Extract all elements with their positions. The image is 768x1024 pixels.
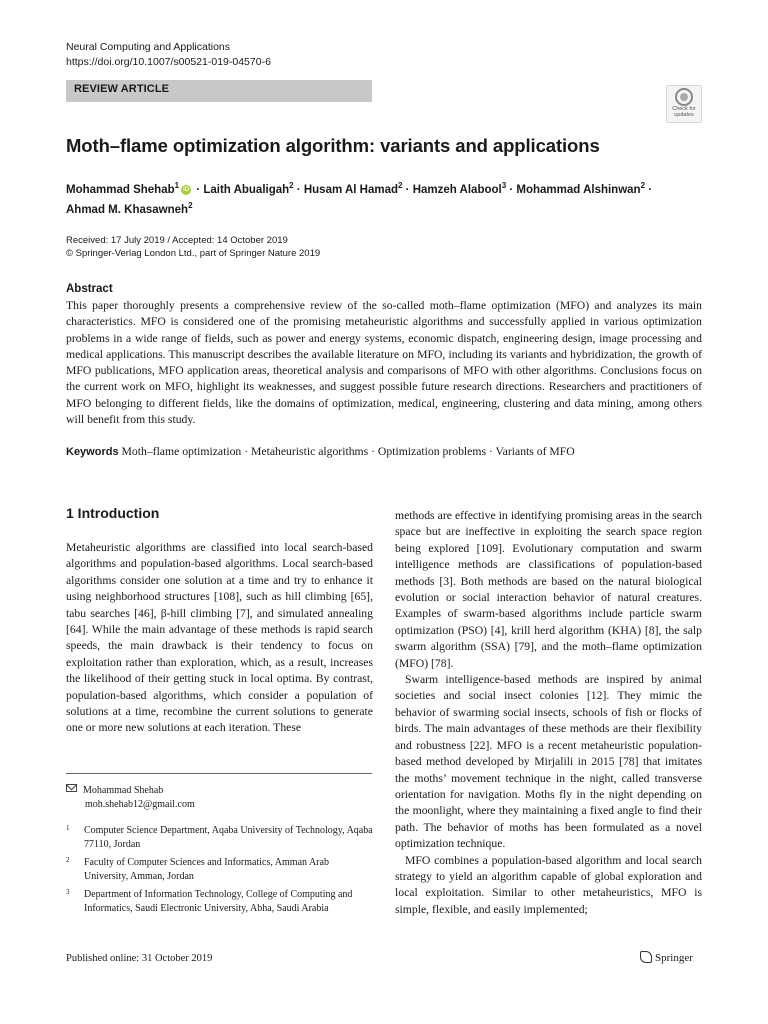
corresponding-author (66, 784, 195, 811)
orcid-icon[interactable]: iD (183, 186, 190, 193)
affiliation-text: Computer Science Department, Aqaba University of Technology, Aqaba 77110, Jordan (84, 825, 373, 850)
author-name[interactable]: Laith Abualigah (203, 183, 290, 196)
affiliation-number: 1 (66, 824, 70, 832)
footnote-divider (66, 773, 372, 774)
author-affiliation-mark: 1 (174, 181, 180, 190)
article-type-label: REVIEW ARTICLE (74, 83, 170, 95)
intro-paragraph: MFO combines a population-based algorithm and local search strategy to yield an algorithm capable of global exploration and local exploitation. Similar to other metaheuristics, MFO is simple, flexible, and easily implemented; (395, 853, 702, 916)
affiliation-text: Department of Information Technology, College of Computing and Informatics, Saudi Electronic University, Abha, Saudi Arabia (84, 889, 353, 914)
author-affiliation-mark: 3 (501, 181, 507, 190)
publisher-name: Springer (655, 952, 693, 964)
article-type-bar (66, 80, 372, 102)
author-name[interactable]: Mohammad Shehab (66, 183, 175, 196)
check-for-updates-badge[interactable] (666, 85, 702, 123)
springer-horse-icon (640, 951, 652, 963)
affiliation-text: Faculty of Computer Sciences and Informatics, Amman Arab University, Amman, Jordan (84, 857, 329, 882)
author-affiliation-mark: 2 (640, 181, 646, 190)
affiliation-number: 3 (66, 888, 70, 896)
author-name[interactable]: Mohammad Alshinwan (516, 183, 641, 196)
author-affiliation-mark: 2 (289, 181, 294, 190)
check-updates-line2: updates (674, 112, 694, 118)
author-affiliation-mark: 2 (398, 181, 403, 190)
corresponding-name: Mohammad Shehab (83, 785, 164, 796)
keywords-label: Keywords (66, 446, 119, 458)
intro-paragraph: methods are effective in identifying promising areas in the search space but are ineffective in exploiting the search space region being explored [109]. Evolutionary computation and swarm intelligence methods are classifications of population-based methods [3]. Both methods are based on the natural biological evolution or social interaction behavior of natural creatures. Examples of swarm-based algorithms include particle swarm optimization (PSO) [4], krill herd algorithm (KHA) [8], the salp swarm algorithm (SSA) [79], and the moth–flame optimization (MFO) [78]. (395, 509, 702, 670)
abstract-heading: Abstract (66, 283, 113, 295)
author-list: Mohammad Shehab$^1$ iD · Laith Abualigah$^2$ · Husam Al Hamad$^2$ · Hamzeh Alabool$^3$ · Mohammad Alshinwan$^2$ · Ahmad M. Khasawneh$^2$ (66, 181, 653, 216)
journal-name: Neural Computing and Applications (66, 41, 231, 53)
corresponding-email[interactable]: moh.shehab12@gmail.com (85, 798, 195, 810)
published-online: Published online: 31 October 2019 (66, 953, 213, 964)
doi-link[interactable]: https://doi.org/10.1007/s00521-019-04570-6 (66, 56, 271, 68)
intro-column-left: Metaheuristic algorithms are classified into local search-based algorithms and population-based algorithms. Local search-based algorithms consider one solution at a time and try to enhance it using neighborhood structures [108], such as hill climbing [65], tabu searches [46], β-hill climbing [7], and simulated annealing [64]. While the main advantage of these methods is rapid search speeds, the main drawback is their tendency to focus on exploitation rather than exploration, which, as a result, increases the likelihood of their getting stuck in local optima. By contrast, population-based algorithms, which consider a population of solutions at a time, recombine the current solutions to generate one or more new solutions at each iteration. These (66, 541, 373, 735)
intro-column-right (395, 508, 702, 918)
envelope-icon (66, 784, 77, 792)
journal-header (66, 40, 271, 70)
author-name[interactable]: Husam Al Hamad (303, 183, 398, 196)
paper-title: Moth–flame optimization algorithm: variants and applications (66, 135, 600, 156)
keywords (66, 444, 706, 460)
copyright-line: © Springer-Verlag London Ltd., part of Springer Nature 2019 (66, 248, 321, 259)
check-updates-line1: Check for (672, 106, 696, 112)
section-heading-introduction: 1 Introduction (66, 505, 160, 521)
abstract-text: This paper thoroughly presents a comprehensive review of the so-called moth–flame optimization (MFO) and analyzes its main characteristics. MFO is considered one of the promising metaheuristic algorithms and successfully applied in various optimization problems in a wide range of fields, such as power and energy systems, economic dispatch, engineering design, image processing and medical applications. This manuscript describes the available literature on MFO, including its variants and hybridization, the growth of MFO publications, MFO application areas, theoretical analysis and comparisons of MFO with other algorithms. Conclusions focus on the current work on MFO, highlight its weaknesses, and suggest possible future research directions. Researchers and practitioners of MFO belonging to different fields, like the domains of optimization, medical, engineering, clustering and data mining, among others will benefit from this study. (66, 299, 702, 427)
intro-paragraph: Swarm intelligence-based methods are inspired by animal societies and social insect colonies [12]. They mimic the behavior of swarming social insects, schools of fish or flocks of birds. The main advantages of these methods are their flexibility and robustness [22]. MFO is a recent metaheuristic population-based method developed by Mirjalili in 2015 [78] that imitates the moths’ movement technique in the night, called transverse orientation for navigation. Moths fly in the night depending on the moonlight, where they maintaining a fixed angle to find their path. The behavior of moths has been formulated as a novel optimization technique. (395, 673, 702, 851)
article-dates (66, 234, 320, 260)
author-affiliation-mark: 2 (188, 200, 193, 210)
author-name[interactable]: Hamzeh Alabool (412, 183, 502, 196)
author-name[interactable]: Ahmad M. Khasawneh (66, 203, 189, 216)
publisher-logo (640, 951, 693, 964)
affiliation-number: 2 (66, 856, 70, 864)
keywords-list: Moth–flame optimization · Metaheuristic algorithms · Optimization problems · Variants of MFO (121, 445, 575, 458)
received-accepted: Received: 17 July 2019 / Accepted: 14 October 2019 (66, 235, 288, 246)
check-updates-icon (675, 88, 693, 106)
